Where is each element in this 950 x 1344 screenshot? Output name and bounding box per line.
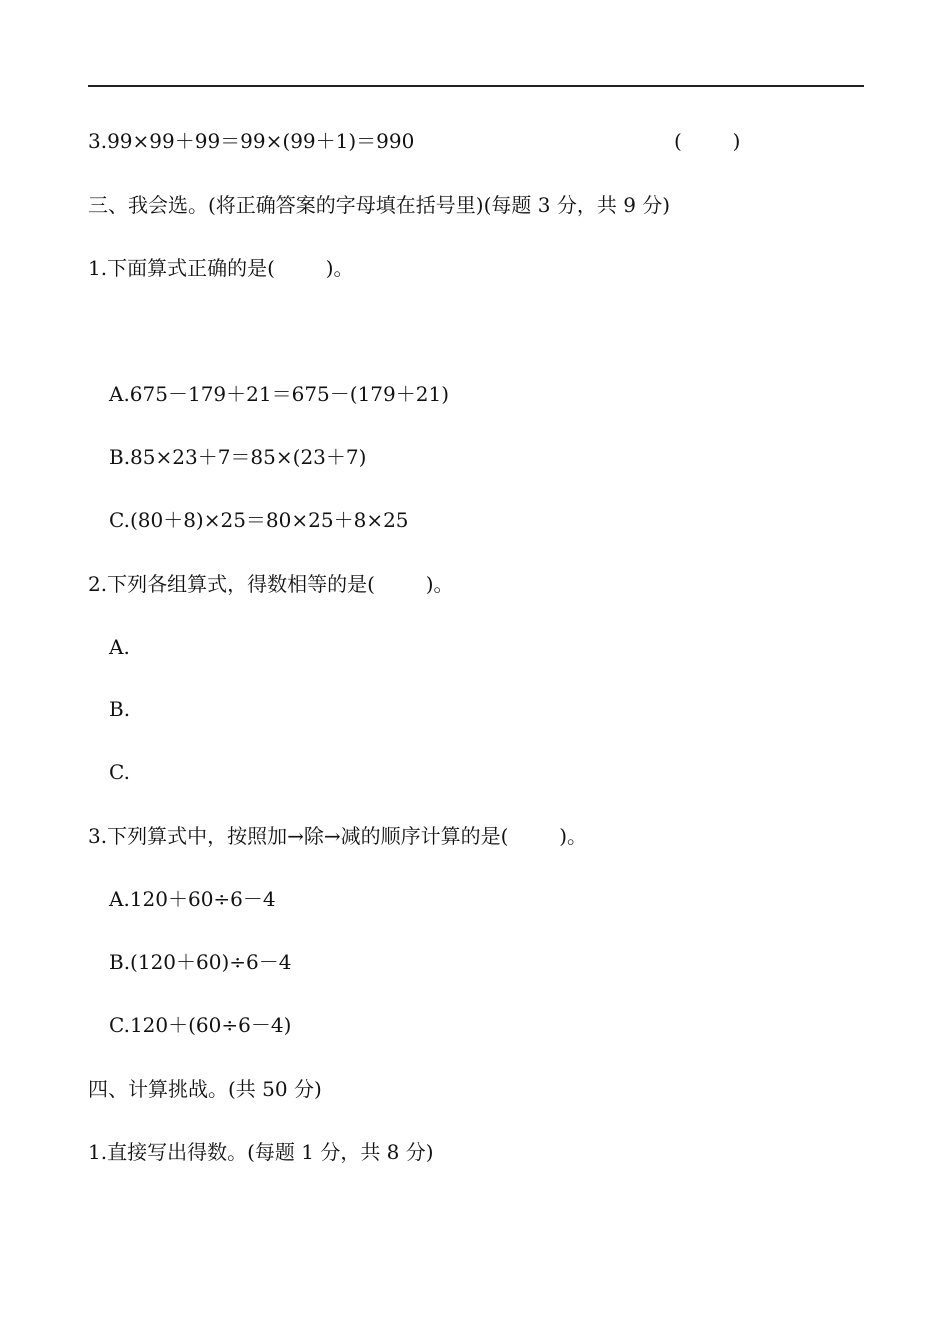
section-3-title: 三、我会选。(将正确答案的字母填在括号里)(每题 3 分，共 9 分) (88, 193, 671, 217)
question-1: 1.下面算式正确的是( )。 (88, 256, 354, 280)
question-2: 2.下列各组算式，得数相等的是( )。 (88, 572, 454, 596)
question-2-option-c: C. (109, 760, 130, 784)
section-4-question-1: 1.直接写出得数。(每题 1 分，共 8 分) (88, 1140, 434, 1164)
question-3-option-a: A.120＋60÷6－4 (109, 887, 276, 911)
question-1-option-a: A.675－179＋21＝675－(179＋21) (109, 382, 449, 406)
section-4-title: 四、计算挑战。(共 50 分) (88, 1077, 322, 1101)
question-3: 3.下列算式中，按照加→除→减的顺序计算的是( )。 (88, 824, 588, 848)
question-1-option-b: B.85×23＋7＝85×(23＋7) (109, 445, 367, 469)
question-3-option-b: B.(120＋60)÷6－4 (109, 950, 292, 974)
question-2-option-a: A. (109, 635, 130, 659)
judge-item-3: 3.99×99＋99＝99×(99＋1)＝990 (88, 129, 415, 153)
question-1-option-c: C.(80＋8)×25＝80×25＋8×25 (109, 508, 409, 532)
question-2-option-b: B. (109, 697, 131, 721)
header-rule (88, 85, 864, 87)
answer-blank: ( ) (674, 129, 741, 153)
question-3-option-c: C.120＋(60÷6－4) (109, 1013, 292, 1037)
